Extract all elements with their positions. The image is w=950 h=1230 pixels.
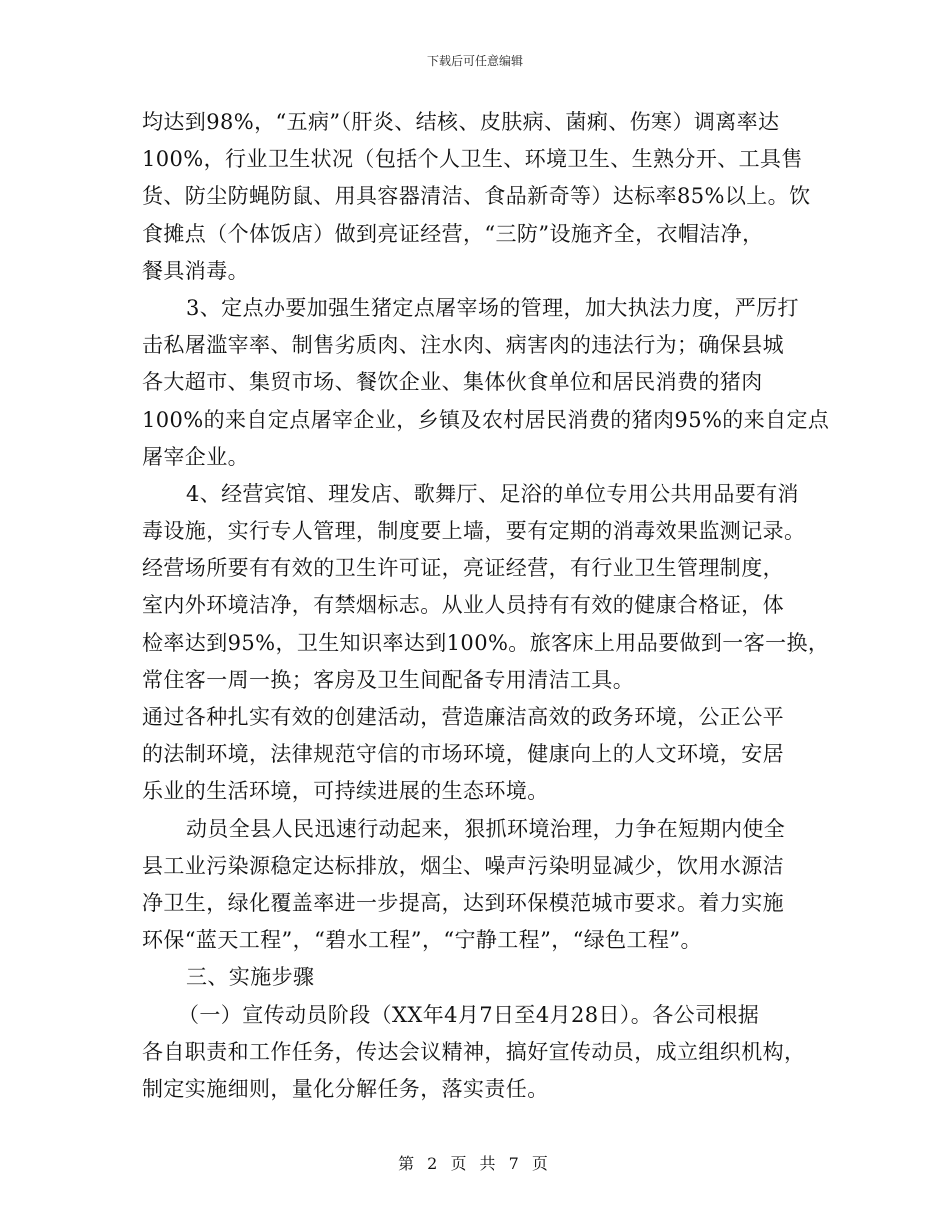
paragraph-item-4 <box>142 476 830 699</box>
text-line: 净卫生，绿化覆盖率进一步提高，达到环保模范城市要求。着力实施 <box>142 890 784 915</box>
paragraph-environment-goals <box>142 699 812 811</box>
text-line: 食摊点（个体饭店）做到亮证经营，“三防”设施齐全，衣帽洁净， <box>142 221 764 246</box>
text-line: 各自职责和工作任务，传达会议精神，搞好宣传动员，成立组织机构， <box>142 1039 806 1064</box>
text-line: 100%的来自定点屠宰企业，乡镇及农村居民消费的猪肉95%的来自定点 <box>142 407 830 432</box>
text-line: 检率达到95%，卫生知识率达到100%。旅客床上用品要做到一客一换， <box>142 630 830 655</box>
text-line: 通过各种扎实有效的创建活动，营造廉洁高效的政务环境，公正公平 <box>142 705 784 729</box>
paragraph-item-3 <box>142 290 830 476</box>
text-line: （一）宣传动员阶段（XX年4月7日至4月28日）。各公司根据 <box>178 1002 760 1027</box>
text-line: 100%，行业卫生状况（包括个人卫生、环境卫生、生熟分开、工具售 <box>142 147 803 172</box>
text-line: 3、定点办要加强生猪定点屠宰场的管理，加大执法力度，严厉打 <box>186 295 799 320</box>
text-line: 货、防尘防蝇防鼠、用具容器清洁、食品新奇等）达标率85%以上。饮 <box>142 184 811 209</box>
page-number-footer: 第 2 页 共 7 页 <box>398 1154 552 1173</box>
text-line: 击私屠滥宰率、制售劣质肉、注水肉、病害肉的违法行为；确保县城 <box>142 333 784 358</box>
text-line: 县工业污染源稳定达标排放，烟尘、噪声污染明显减少，饮用水源洁 <box>142 853 784 878</box>
document-body <box>142 104 830 1108</box>
text-line: 均达到98%，“五病”（肝炎、结核、皮肤病、菌痢、伤寒）调离率达 <box>142 110 780 134</box>
page-header: 下载后可任意编辑 <box>426 54 523 68</box>
text-line: 乐业的生活环境，可持续进展的生态环境。 <box>142 779 549 804</box>
text-line: 屠宰企业。 <box>142 444 249 469</box>
text-line: 室内外环境洁净，有禁烟标志。从业人员持有有效的健康合格证，体 <box>142 593 784 618</box>
section-heading-implementation-steps <box>142 959 812 996</box>
text-line: 餐具消毒。 <box>142 258 249 283</box>
paragraph-hygiene-standards <box>142 104 812 290</box>
text-line: 动员全县人民迅速行动起来，狠抓环境治理，力争在短期内使全 <box>186 816 786 841</box>
text-line: 环保“蓝天工程”，“碧水工程”，“宁静工程”，“绿色工程”。 <box>142 928 702 953</box>
text-line: 三、实施步骤 <box>186 965 315 990</box>
text-line: 各大超市、集贸市场、餐饮企业、集体伙食单位和居民消费的猪肉 <box>142 370 763 395</box>
text-line: 经营场所要有有效的卫生许可证，亮证经营，有行业卫生管理制度， <box>142 556 784 581</box>
text-line: 的法制环境，法律规范守信的市场环境，健康向上的人文环境，安居 <box>142 742 784 767</box>
text-line: 4、经营宾馆、理发店、歌舞厅、足浴的单位专用公共用品要有消 <box>186 481 799 506</box>
paragraph-mobilization <box>142 811 812 960</box>
text-line: 毒设施，实行专人管理，制度要上墙，要有定期的消毒效果监测记录。 <box>142 519 806 544</box>
paragraph-publicity-stage <box>142 997 812 1109</box>
text-line: 制定实施细则，量化分解任务，落实责任。 <box>142 1076 549 1101</box>
text-line: 常住客一周一换；客房及卫生间配备专用清洁工具。 <box>142 667 635 692</box>
